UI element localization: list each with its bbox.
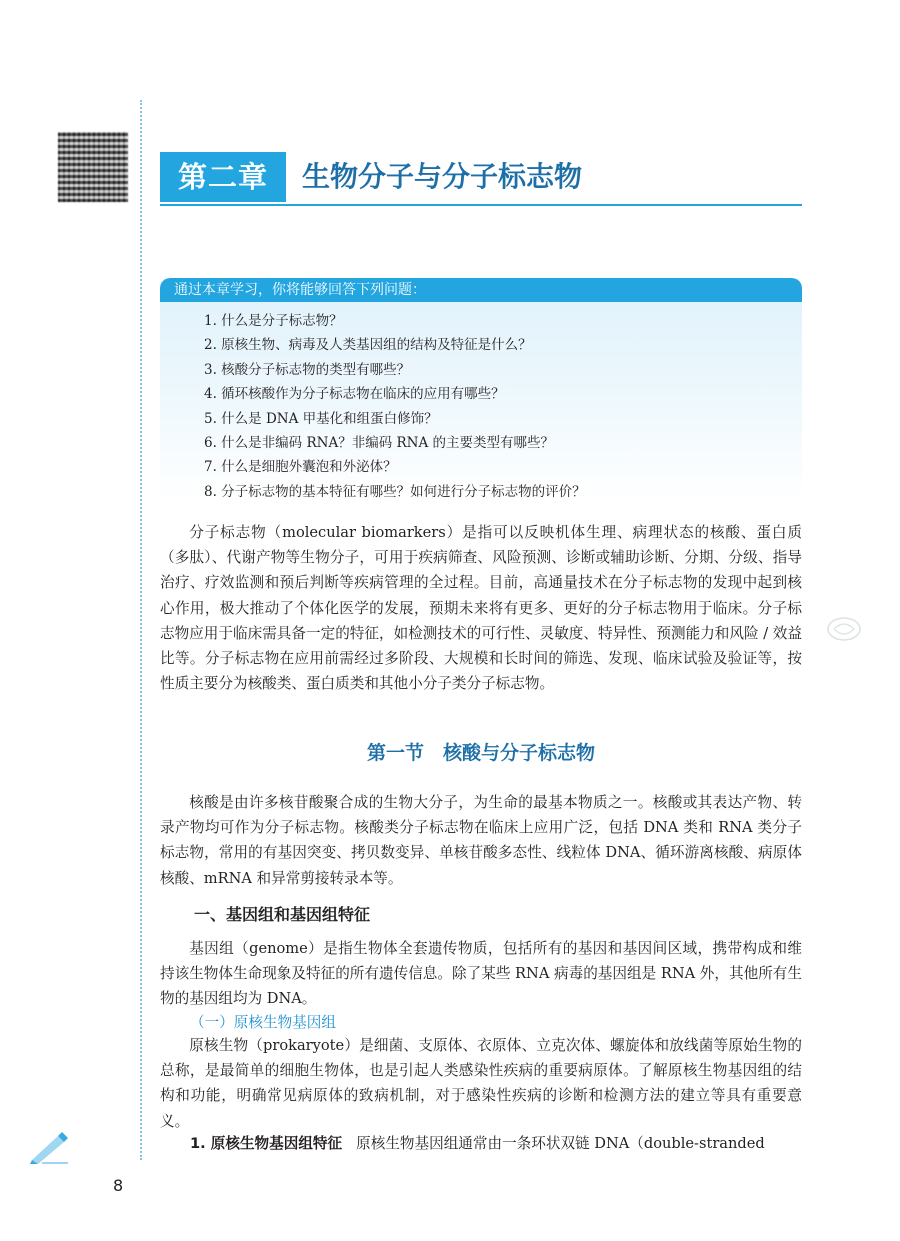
subsection-title: 一、基因组和基因组特征 — [194, 905, 371, 924]
goal-item: 4. 循环核酸作为分子标志物在临床的应用有哪些？ — [204, 386, 505, 403]
page-number: 8 — [113, 1176, 124, 1195]
margin-dotted-line — [140, 100, 142, 1160]
intro-paragraph: 分子标志物（molecular biomarkers）是指可以反映机体生理、病理状态的核酸、蛋白质（多肽）、代谢产物等生物分子，可用于疾病筛查、风险预测、诊断或辅助诊断、分期、分级、指导治疗、疗效监测和预后判断等疾病管理的全过程。目前，高通量技术在分子标志物的发现中起到核心作用，极大推动了个体化医学的发展，预期未来将有更多、更好的分子标志物用于临床。分子标志物应用于临床需具备一定的特征，如检测技术的可行性、灵敏度、特异性、预测能力和风险 / 效益比等。分子标志物在应用前需经过多阶段、大规模和长时间的筛选、发现、临床试验及验证等，按性质主要分为核酸类、蛋白质类和其他小分子类分子标志物。 — [160, 524, 802, 693]
section-paragraph: 核酸是由许多核苷酸聚合成的生物大分子，为生命的最基本物质之一。核酸或其表达产物、转录产物均可作为分子标志物。核酸类分子标志物在临床上应用广泛，包括 DNA 类和 RNA 类分子标志物，常用的有基因突变、拷贝数变异、单核苷酸多态性、线粒体 DNA、循环游离核酸、病原体核酸、mRNA 和异常剪接转录本等。 — [160, 794, 802, 887]
goal-item: 6. 什么是非编码 RNA？非编码 RNA 的主要类型有哪些？ — [204, 435, 554, 452]
item-label: 1. 原核生物基因组特征 — [190, 1135, 343, 1152]
subsection-paragraph: 基因组（genome）是指生物体全套遗传物质，包括所有的基因和基因间区域，携带构成和维持该生物体生命现象及特征的所有遗传信息。除了某些 RNA 病毒的基因组是 RNA 外，其他所有生物的基因组均为 DNA。 — [160, 940, 802, 1008]
goal-item: 5. 什么是 DNA 甲基化和组蛋白修饰？ — [204, 410, 438, 427]
chapter-divider — [160, 204, 802, 206]
item-text: 原核生物基因组通常由一条环状双链 DNA（double-stranded — [356, 1135, 765, 1152]
section-title: 第一节 核酸与分子标志物 — [366, 742, 595, 764]
chapter-title: 生物分子与分子标志物 — [302, 160, 583, 193]
sub-subsection-paragraph: 原核生物（prokaryote）是细菌、支原体、衣原体、立克次体、螺旋体和放线菌等原始生物的总称，是最简单的细胞生物体，也是引起人类感染性疾病的重要病原体。了解原核生物基因组的结构和功能，明确常见病原体的致病机制，对于感染性疾病的诊断和检测方法的建立等具有重要意义。 — [160, 1037, 802, 1130]
sub-subsection-title: （一）原核生物基因组 — [190, 1014, 336, 1031]
goal-item: 3. 核酸分子标志物的类型有哪些？ — [204, 361, 411, 378]
item-paragraph — [190, 1133, 802, 1155]
logo-watermark-icon — [826, 616, 862, 642]
goal-item: 7. 什么是细胞外囊泡和外泌体？ — [204, 459, 397, 476]
pen-icon — [28, 1130, 70, 1164]
goal-item: 1. 什么是分子标志物？ — [204, 313, 343, 329]
chapter-number: 第二章 — [160, 152, 286, 202]
goal-item: 8. 分子标志物的基本特征有哪些？如何进行分子标志物的评价？ — [204, 483, 586, 500]
qr-code-icon[interactable] — [58, 132, 128, 202]
learning-goals-box — [160, 278, 802, 500]
learning-goals-heading: 通过本章学习，你将能够回答下列问题： — [160, 278, 802, 302]
goal-item: 2. 原核生物、病毒及人类基因组的结构及特征是什么？ — [204, 337, 532, 354]
learning-goals-list — [160, 302, 802, 500]
